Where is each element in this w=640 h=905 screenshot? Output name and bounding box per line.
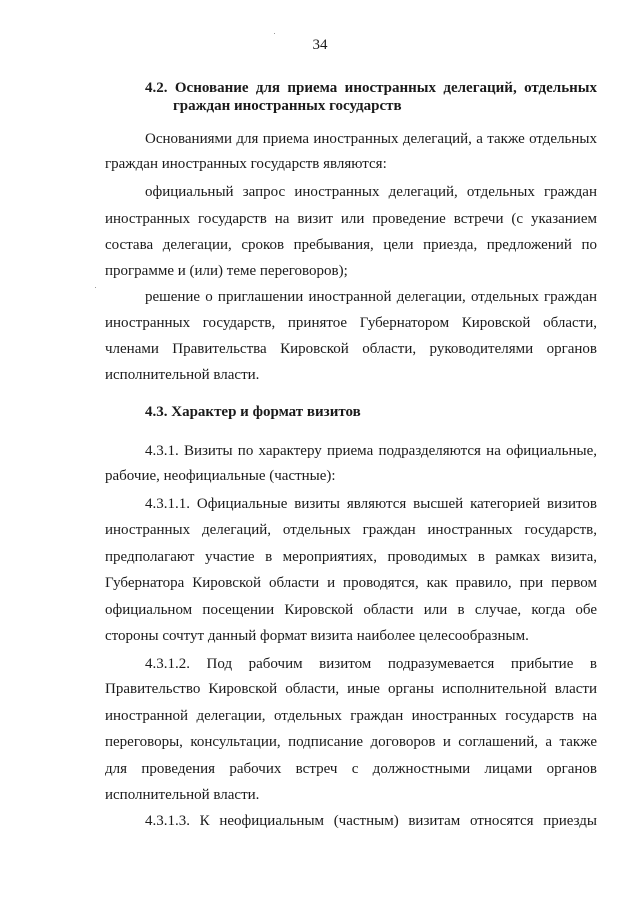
paragraph-line: стороны сочтут данный формат визита наиболее целесообразным. bbox=[105, 628, 529, 644]
section-heading-4-2-cont: граждан иностранных государств bbox=[173, 98, 402, 114]
paragraph-line: рабочие, неофициальные (частные): bbox=[105, 468, 336, 484]
paragraph-line: граждан иностранных государств являются: bbox=[105, 156, 387, 172]
paragraph-line: официальном посещении Кировской области или в случае, когда обе bbox=[105, 602, 597, 618]
paragraph-line: решение о приглашении иностранной делегации, отдельных граждан bbox=[145, 289, 597, 305]
paragraph-line: членами Правительства Кировской области, руководителями органов bbox=[105, 341, 597, 357]
paragraph-line: 4.3.1.2. Под рабочим визитом подразумевается прибытие в bbox=[145, 656, 597, 672]
paragraph-line: иностранных государств на визит или проведение встречи (с указанием bbox=[105, 211, 597, 227]
paragraph-line: Правительство Кировской области, иные органы исполнительной власти bbox=[105, 681, 597, 697]
scan-speck bbox=[95, 287, 96, 288]
paragraph-line: 4.3.1.1. Официальные визиты являются высшей категорией визитов bbox=[145, 496, 597, 512]
paragraph-line: состава делегации, сроков пребывания, цели приезда, предложений по bbox=[105, 237, 597, 253]
paragraph-line: официальный запрос иностранных делегаций, отдельных граждан bbox=[145, 184, 597, 200]
paragraph-line: иностранной делегации, отдельных граждан иностранных государств на bbox=[105, 708, 597, 724]
section-heading-4-3: 4.3. Характер и формат визитов bbox=[145, 404, 361, 420]
page-number: 34 bbox=[312, 37, 328, 53]
paragraph-line: иностранных делегаций, отдельных граждан иностранных государств, bbox=[105, 522, 597, 538]
section-heading-4-2: 4.2. Основание для приема иностранных делегаций, отдельных bbox=[145, 80, 597, 96]
paragraph-line: исполнительной власти. bbox=[105, 787, 260, 803]
paragraph-line: программе и (или) теме переговоров); bbox=[105, 263, 348, 279]
paragraph-line: 4.3.1. Визиты по характеру приема подразделяются на официальные, bbox=[145, 443, 597, 459]
paragraph-line: исполнительной власти. bbox=[105, 367, 260, 383]
paragraph-line: предполагают участие в мероприятиях, проводимых в рамках визита, bbox=[105, 549, 597, 565]
paragraph-line: иностранных государств, принятое Губернатором Кировской области, bbox=[105, 315, 597, 331]
paragraph-line: 4.3.1.3. К неофициальным (частным) визитам относятся приезды bbox=[145, 813, 597, 829]
paragraph-line: Губернатора Кировской области и проводятся, как правило, при первом bbox=[105, 575, 597, 591]
paragraph-line: для проведения рабочих встреч с должностными лицами органов bbox=[105, 761, 597, 777]
paragraph-line: переговоры, консультации, подписание договоров и соглашений, а также bbox=[105, 734, 597, 750]
scan-speck bbox=[274, 33, 275, 34]
paragraph-line: Основаниями для приема иностранных делегаций, а также отдельных bbox=[145, 131, 597, 147]
